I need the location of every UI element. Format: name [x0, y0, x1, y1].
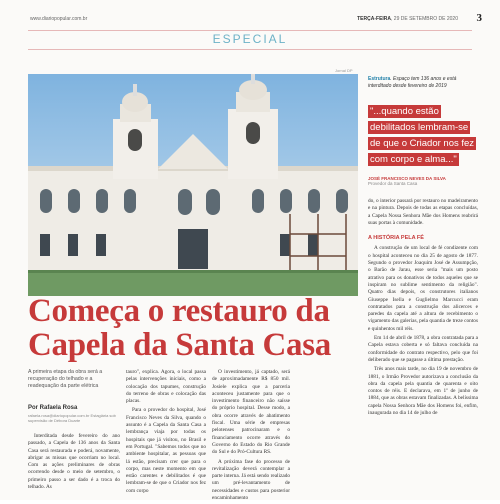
right-intro-paragraph: do, o interior passará por restauro no madeiramento e na pintura. Depois de todas as etapas concluídas, a Capela Nossa Senhora Mãe dos Homens reabrirá suas portas à comunidade. [368, 198, 478, 226]
page-number: 3 [476, 12, 482, 24]
quote-author: JOSÉ FRANCISCO NEVES DA SILVA [368, 176, 446, 181]
article-headline: Começa o restauro da Capela da Santa Casa [28, 293, 331, 363]
body-paragraph: A próxima fase do processo de revitalização deverá contemplar a parte interna. Já está sendo realizado um pré-levantamento de necessidades e custos para posterior encaminhamento [212, 458, 290, 502]
caption-label: Estrutura [368, 76, 391, 82]
photo-caption [368, 76, 476, 90]
right-paragraph: A construção de um local de fé condizente com o hospital aconteceu no dia 25 de agosto de 1877. Segundo o provedor Joaquim José de Assumpção, o Barão de Jarau, esse seria "mais um posto atrativo para os donativos de todos aqueles que se inspiram no sublime sentimento da religião". Quatro dias depois, os construtores italianos Giuseppe Isella e Guglielmo Marcucci eram contratados para a construção dos alicerces e paredes da capela até a altura de recebimento o vigamento das galerias, pela quantia de treze contos e quinhentos mil réis. [368, 245, 479, 332]
body-column-3 [212, 369, 290, 504]
right-paragraph: Três anos mais tarde, no dia 19 de novembro de 1881, o Irmão Provedor autorizava a conclusão da obra da capela pela quantia de quarenta e oito contos de réis. E declarava, em 1º de junho de 1884, que as obras estavam finalizadas. A belíssima capela Nossa Senhora Mãe dos Homens foi, enfim, inaugurada no dia 14 de julho de [368, 366, 478, 417]
photo-credit: Jornal DP [335, 68, 353, 73]
body-paragraph: Para o provedor do hospital, José Francisco Neves da Silva, quando o assunto é a Capela da Santa Casa a lembrança viaja por todas os hospitais que já visitou, no Brasil e em Portugal. "Sabemos todos que no ambiente hospitalar, as pessoas que lá estão, precisam crer que para o corpo, mas neste momento em que estão carentes e debilitados é que lembram-se de que o Criador nos fez com corpo [126, 407, 206, 494]
issue-weekday: TERÇA-FEIRA [357, 16, 392, 22]
quote-role: Provedor da Santa Casa [368, 181, 418, 186]
subhead: A HISTÓRIA PELA FÉ [368, 235, 424, 242]
pull-quote-text: "...quando estão debilitados lembram-se de que o Criador nos fez com corpo e alma..." [370, 106, 475, 165]
caption-text: . Espaço tem 136 anos e está interditado desde fevereiro de 2019 [368, 76, 457, 89]
byline-note: rafaela.rosa@diariopopular.com.br Estagiária sob supervisão de Débora Duarte [28, 413, 116, 423]
section-rule-bottom [28, 49, 472, 50]
body-column-1 [28, 433, 120, 493]
issue-date-text: , 29 DE SETEMBRO DE 2020 [391, 16, 458, 22]
pull-quote [368, 104, 476, 168]
right-paragraph: Em 14 de abril de 1878, a obra contratada para a Capela estava coberta e só faltava concluída na conformidade do contrato respectivo, pelo que foi deliberado que se pagasse a última prestação. [368, 335, 478, 363]
section-title: ESPECIAL [212, 32, 288, 46]
body-paragraph: tauro", explica. Agora, o local passa pelas intervenções iniciais, como a colocação dos tapumes, construção do terreno de obras e colocação das placas. [126, 369, 206, 405]
site-url[interactable]: www.diariopopular.com.br [30, 16, 88, 22]
body-paragraph: O investimento, já captado, será de aproximadamente R$ 850 mil. Josiele explica que a parceria aconteceu justamente para que o investimento financeiro não saísse do próprio hospital. Desse modo, a obra ocorre através de abatimento fiscal. Uma série de empresas pelotenses patrocinaram e o financiamento ocorre através do Governo do Estado do Rio Grande do Sul e do Pró-Cultura RS. [212, 369, 290, 456]
byline-author: Por Rafaela Rosa [28, 405, 78, 411]
photo-sidebar [368, 76, 476, 186]
page-header [18, 14, 482, 26]
issue-date [357, 16, 458, 22]
body-column-2 [126, 369, 206, 497]
body-paragraph: Interditada desde fevereiro do ano passado, a Capela de 136 anos da Santa Casa será restaurada e poderá, novamente, abrigar as missas que ocorriam no local. Com as ações preliminares de obras ocorrendo desde o meio de setembro, o primeiro passo a ser dado é a troca do telhado. As [28, 433, 120, 491]
section-rule-top [28, 30, 472, 31]
right-column [368, 198, 478, 419]
chapel-photo [28, 74, 358, 296]
chapel-illustration [28, 74, 358, 296]
article-deck: A primeira etapa da obra será a recuperação do telhado e a readequação da parte elétrica [28, 369, 103, 389]
